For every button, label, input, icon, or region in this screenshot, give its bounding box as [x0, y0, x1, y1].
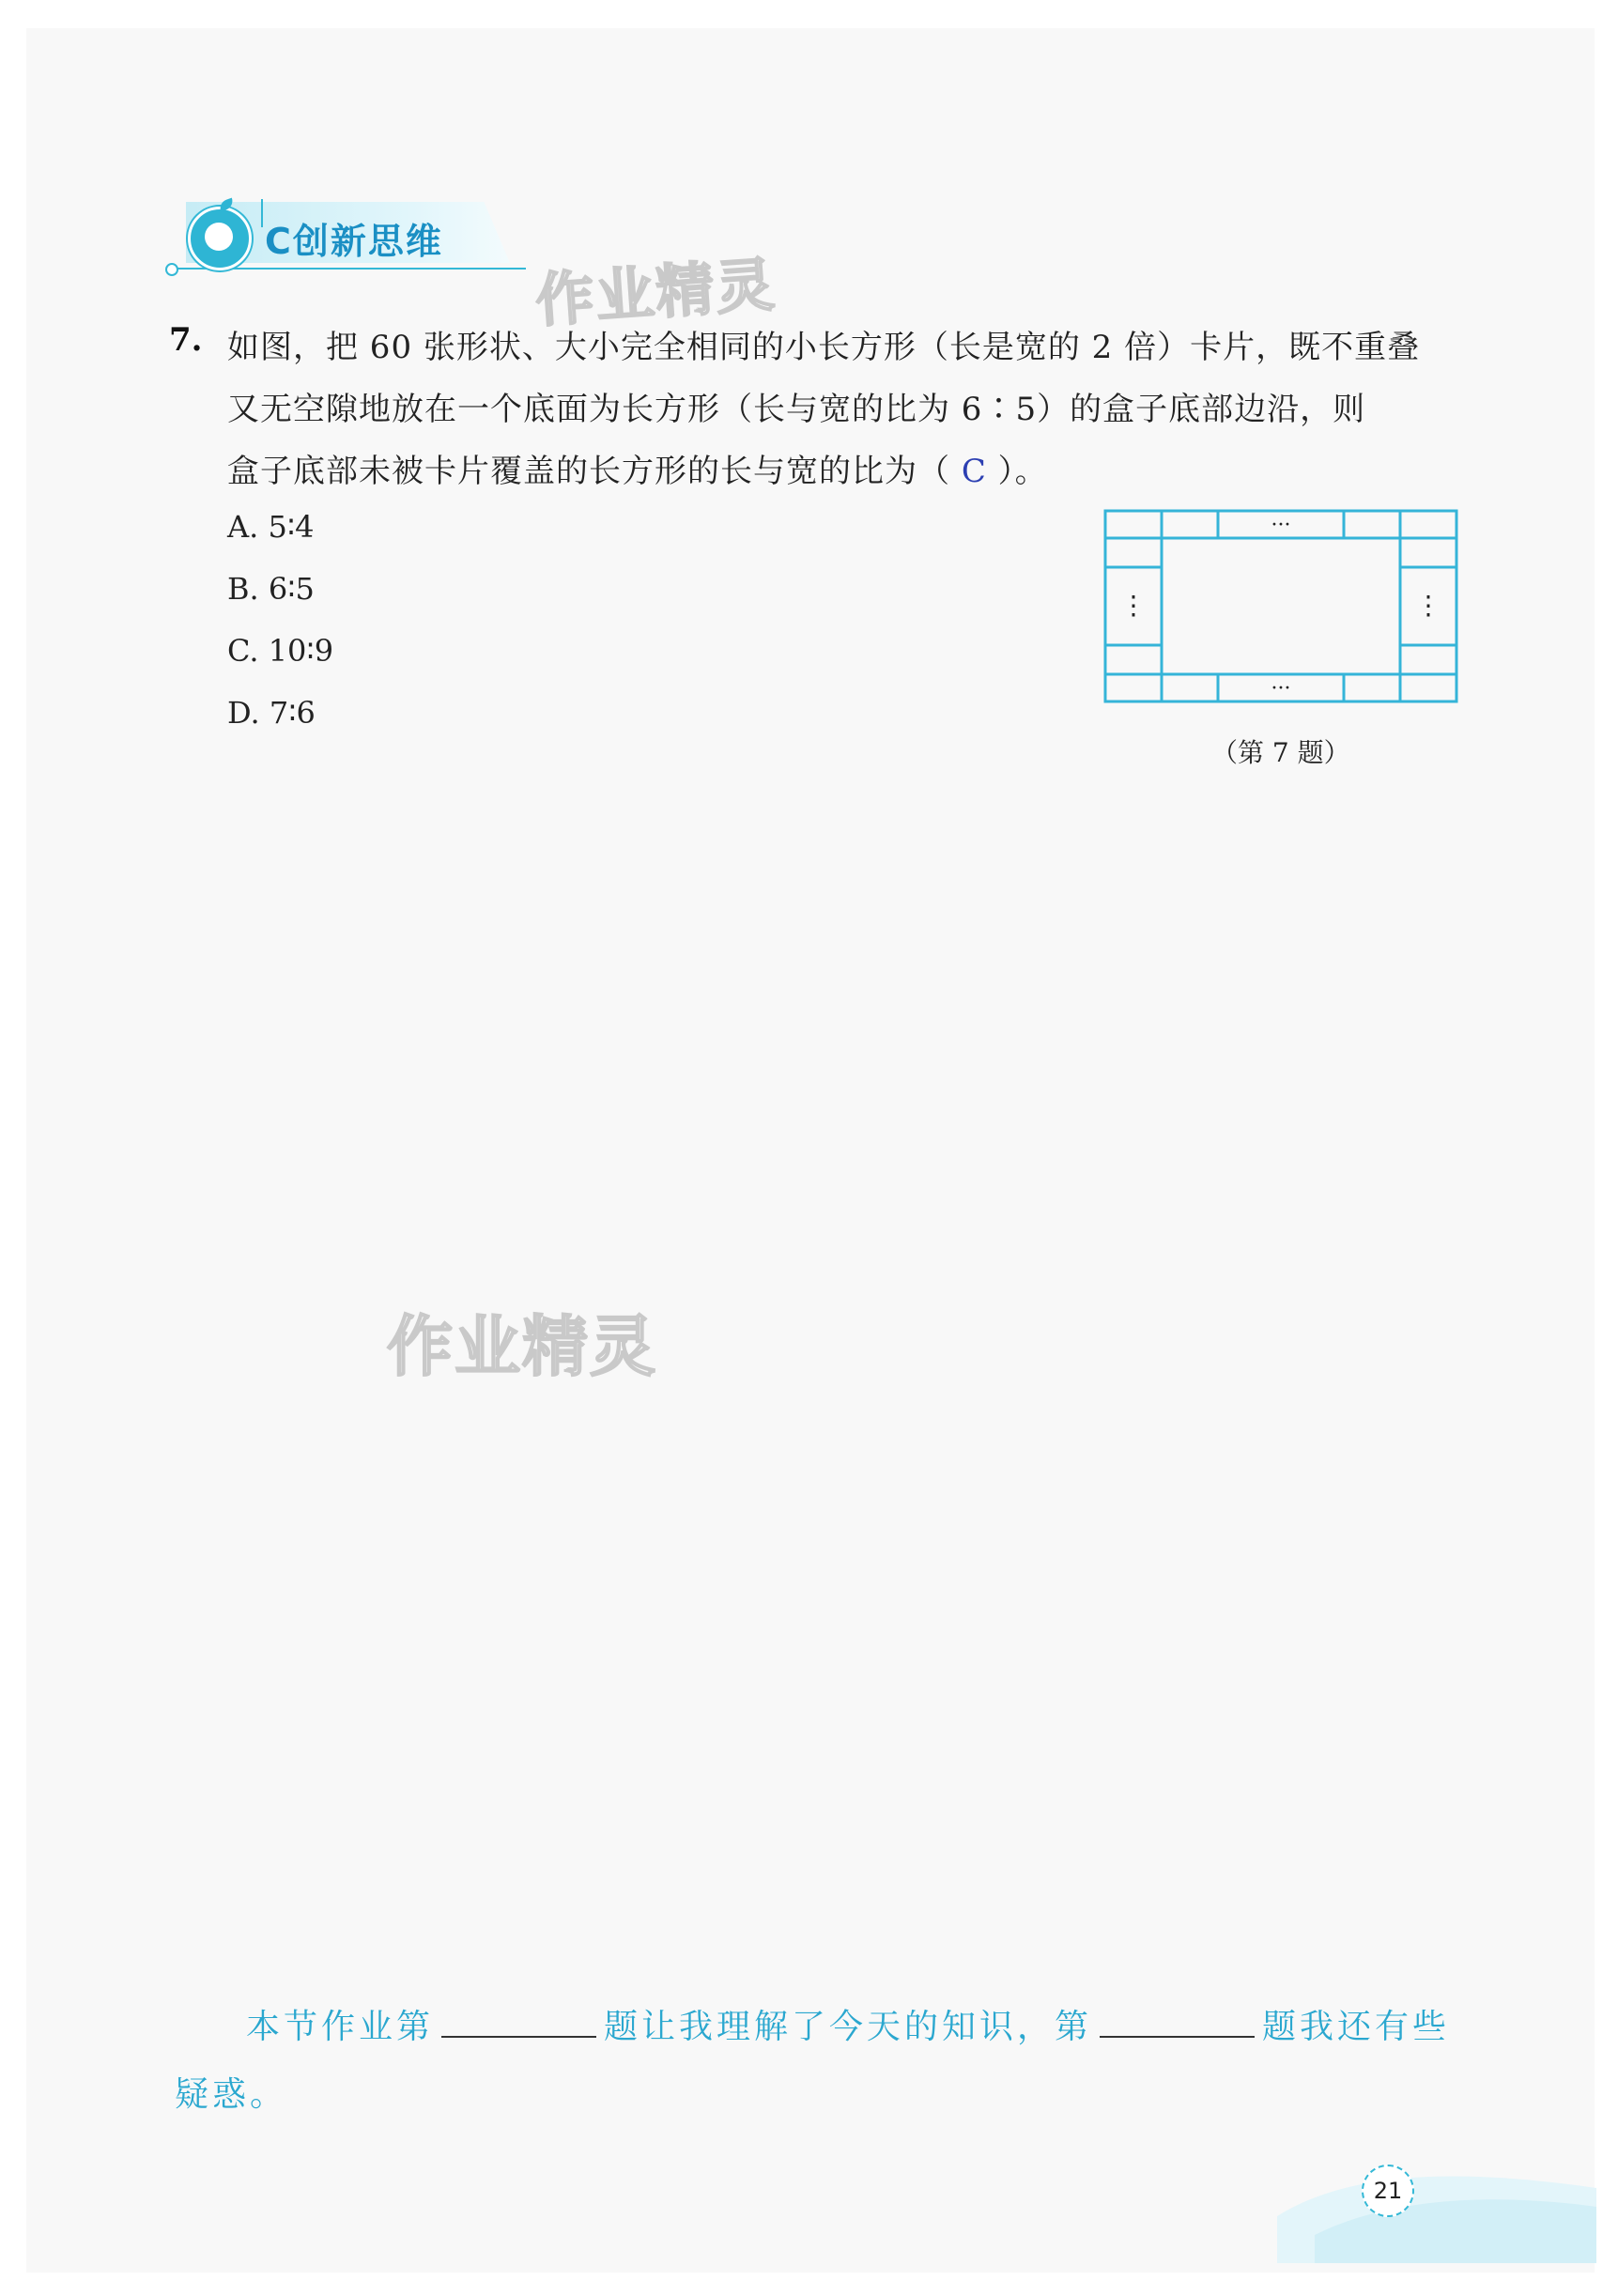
doubt-question-blank[interactable] [1100, 2006, 1255, 2038]
wave-decoration [1277, 2150, 1596, 2263]
reflection-line-1 [246, 2000, 1450, 2048]
card-box-figure [1103, 509, 1460, 706]
watermark: 作业精灵 [387, 1308, 657, 1385]
question-line-2: 又无空隙地放在一个底面为长方形（长与宽的比为 6∶5）的盒子底部边沿，则 [227, 391, 1366, 428]
reflection-text-2: 题让我理解了今天的知识，第 [604, 2008, 1093, 2046]
question-line-3-text: 盒子底部未被卡片覆盖的长方形的长与宽的比为（ [227, 453, 950, 490]
section-title: C创新思维 [265, 221, 443, 262]
question-line-1: 如图，把 60 张形状、大小完全相同的小长方形（长是宽的 2 倍）卡片，既不重叠 [227, 329, 1421, 366]
dots-top: ··· [1271, 514, 1291, 537]
reflection-text-1: 本节作业第 [246, 2008, 435, 2046]
page-number: 21 [1362, 2165, 1414, 2217]
dots-bottom: ··· [1271, 677, 1291, 701]
question-number: 7. [169, 321, 203, 359]
dots-right: ⋮ [1415, 590, 1441, 621]
option-a: A. 5∶4 [227, 509, 315, 545]
handwritten-answer: C [961, 453, 987, 490]
question-line-3-end: ）。 [997, 453, 1048, 490]
watermark: 作业精灵 [533, 250, 778, 335]
question-line-3 [227, 445, 1048, 491]
understood-question-blank[interactable] [441, 2006, 596, 2038]
dots-left: ⋮ [1120, 590, 1147, 621]
option-c: C. 10∶9 [227, 633, 334, 669]
option-d: D. 7∶6 [227, 695, 316, 731]
reflection-line-2: 疑惑。 [175, 2075, 288, 2114]
section-header-dot [165, 263, 178, 276]
section-header-tick [261, 199, 263, 227]
option-b: B. 6∶5 [227, 571, 315, 607]
apple-logo-icon [188, 207, 252, 270]
reflection-text-3: 题我还有些 [1262, 2008, 1451, 2046]
figure-caption: （第 7 题） [1211, 737, 1350, 768]
